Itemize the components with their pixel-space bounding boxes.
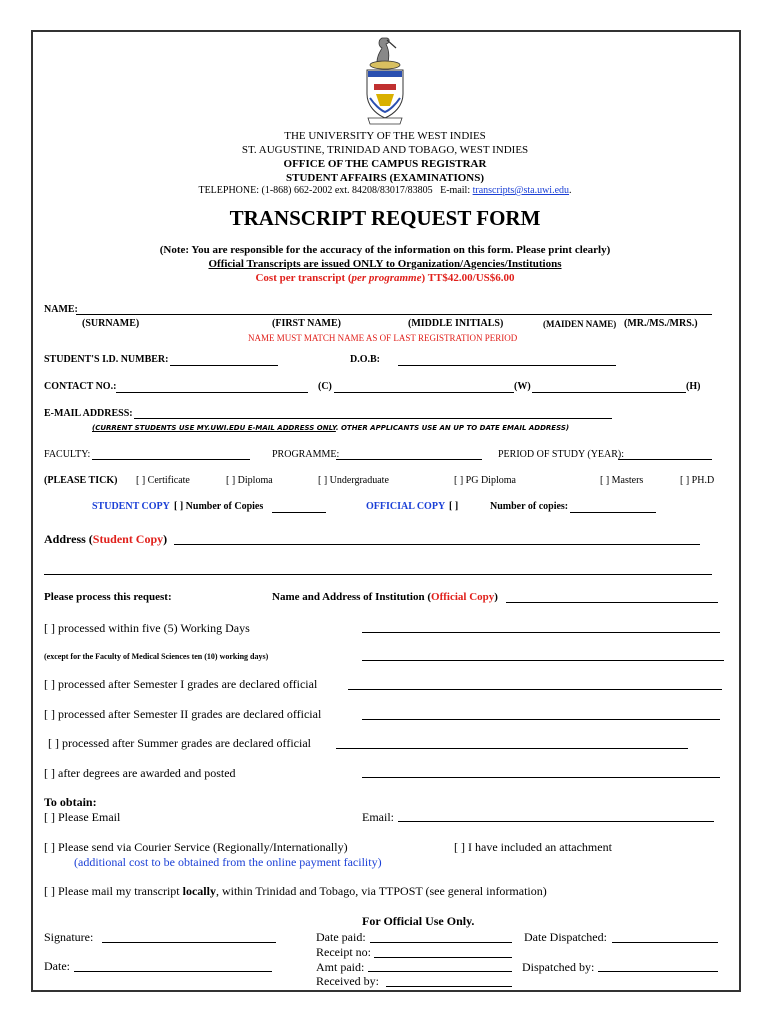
signature-input[interactable] [102,942,276,943]
campus-line: ST. AUGUSTINE, TRINIDAD AND TOBAGO, WEST INDIES [241,144,529,156]
student-id-label: STUDENT'S I.D. NUMBER: [44,354,169,365]
institution-official-copy: Official Copy [431,591,495,603]
form-title: TRANSCRIPT REQUEST FORM [229,206,541,230]
mail-text-c: , within Trinidad and Tobago, via TTPOST (see general information) [215,884,547,898]
email-tail: . [569,185,572,196]
option-summer[interactable]: [ ] processed after Summer grades are declared official [48,736,311,750]
programme-input[interactable] [336,459,482,460]
cost-per-programme: per programme [351,272,422,284]
address-label-a: Address ( [44,532,93,546]
tick-phd[interactable]: [ ] PH.D [680,475,715,486]
tick-undergraduate[interactable]: [ ] Undergraduate [318,475,389,486]
mail-locally: locally [182,884,216,898]
period-label: PERIOD OF STUDY (YEAR): [498,449,625,460]
cost-line [0,272,770,284]
please-tick-label: (PLEASE TICK) [44,475,118,486]
name-warning: NAME MUST MATCH NAME AS OF LAST REGISTRATION PERIOD [248,333,518,343]
university-crest-logo [360,34,410,126]
surname-caption: (SURNAME) [82,318,140,329]
student-id-input[interactable] [170,365,278,366]
institution-line-3[interactable] [362,660,724,661]
address-line-2[interactable] [44,574,712,575]
dispatched-by-input[interactable] [598,971,718,972]
option-attachment[interactable]: [ ] I have included an attachment [454,840,612,854]
tick-certificate[interactable]: [ ] Certificate [136,475,190,486]
receipt-input[interactable] [374,957,512,958]
dob-label: D.O.B: [350,354,380,365]
maiden-caption: (MAIDEN NAME) [543,319,617,329]
cell-label: (C) [318,381,332,392]
faculty-input[interactable] [92,459,250,460]
process-heading: Please process this request: [44,591,172,603]
address-label-c: ) [163,532,168,546]
note-official: Official Transcripts are issued ONLY to Organization/Agencies/Institutions [208,258,562,270]
contact-input[interactable] [116,392,308,393]
email-label: E-mail: [440,185,471,196]
cost-prefix: Cost per transcript ( [255,272,352,284]
work-label: (W) [514,381,531,392]
option-five-days[interactable]: [ ] processed within five (5) Working Days [44,621,250,635]
note-accuracy: (Note: You are responsible for the accuracy of the information on this form. Please print clearly) [159,244,611,256]
first-name-caption: (FIRST NAME) [272,318,341,329]
option-email[interactable]: [ ] Please Email [44,810,121,824]
date-label: Date: [44,959,70,973]
option-degrees[interactable]: [ ] after degrees are awarded and posted [44,766,236,780]
institution-line-4[interactable] [348,689,722,690]
email-link[interactable]: transcripts@sta.uwi.edu [472,185,570,196]
work-input[interactable] [532,392,686,393]
date-dispatched-label: Date Dispatched: [524,930,607,944]
institution-line-7[interactable] [362,777,720,778]
institution-label-c: ) [494,591,498,603]
date-paid-label: Date paid: [316,930,366,944]
name-label: NAME: [44,304,78,315]
amt-paid-input[interactable] [368,971,512,972]
email-address-label: E-MAIL ADDRESS: [44,408,133,419]
option-courier[interactable]: [ ] Please send via Courier Service (Regionally/Internationally) [44,840,348,854]
programme-label: PROGRAMME: [272,449,340,460]
university-name: THE UNIVERSITY OF THE WEST INDIES [284,130,486,142]
email-note [92,424,569,432]
official-copy-box[interactable]: [ ] [449,501,459,512]
address-label [44,532,167,547]
student-copy-label: STUDENT COPY [92,501,170,512]
institution-line-2[interactable] [362,632,720,633]
tick-diploma[interactable]: [ ] Diploma [226,475,273,486]
mail-text-a: [ ] Please mail my transcript [44,884,183,898]
cost-amount: ) TT$42.00/US$6.00 [421,272,515,284]
date-paid-input[interactable] [370,942,512,943]
title-caption: (MR./MS./MRS.) [624,318,698,329]
official-use-heading: For Official Use Only. [362,914,475,928]
contact-label: CONTACT NO.: [44,381,117,392]
dob-input[interactable] [398,365,616,366]
obtain-email-input[interactable] [398,821,714,822]
office-line: OFFICE OF THE CAMPUS REGISTRAR [283,158,487,170]
option-mail-local[interactable] [44,884,547,899]
institution-label-a: Name and Address of Institution ( [272,591,432,603]
official-copies-input[interactable] [570,512,656,513]
medical-sciences-note: (except for the Faculty of Medical Sciences ten (10) working days) [44,652,269,661]
dispatched-by-label: Dispatched by: [522,960,595,974]
contact-line [0,185,770,196]
courier-cost-note: (additional cost to be obtained from the online payment facility) [74,855,382,869]
signature-label: Signature: [44,930,94,944]
received-by-label: Received by: [316,974,379,988]
period-input[interactable] [618,459,712,460]
obtain-email-label: Email: [362,810,394,824]
faculty-label: FACULTY: [44,449,91,460]
date-dispatched-input[interactable] [612,942,718,943]
dept-line: STUDENT AFFAIRS (EXAMINATIONS) [285,172,485,184]
address-student-copy: Student Copy [92,532,164,546]
obtain-heading: To obtain: [44,795,97,809]
date-input[interactable] [74,971,272,972]
email-address-input[interactable] [134,418,612,419]
email-note-other: . OTHER APPLICANTS USE AN UP TO DATE EMAIL ADDRESS) [335,424,570,432]
home-label: (H) [686,381,701,392]
institution-label [272,591,498,603]
received-by-input[interactable] [386,986,512,987]
receipt-label: Receipt no: [316,945,371,959]
student-copy-box[interactable]: [ ] Number of Copies [174,501,264,512]
student-copies-input[interactable] [272,512,326,513]
num-copies-label: Number of copies: [490,501,569,512]
institution-line-1[interactable] [506,602,718,603]
tick-masters[interactable]: [ ] Masters [600,475,644,486]
institution-line-6[interactable] [336,748,688,749]
option-semester-2[interactable]: [ ] processed after Semester II grades are declared official [44,707,322,721]
amt-paid-label: Amt paid: [316,960,365,974]
tick-pg-diploma[interactable]: [ ] PG Diploma [454,475,516,486]
option-semester-1[interactable]: [ ] processed after Semester I grades are declared official [44,677,318,691]
address-line-1[interactable] [174,544,700,545]
institution-line-5[interactable] [362,719,720,720]
telephone-text: TELEPHONE: (1-868) 662-2002 ext. 84208/83017/83805 [198,185,433,196]
email-note-current: (CURRENT STUDENTS USE MY.UWI.EDU E-MAIL ADDRESS ONLY [92,424,336,432]
middle-initials-caption: (MIDDLE INITIALS) [408,318,504,329]
cell-input[interactable] [334,392,514,393]
official-copy-label: OFFICIAL COPY [366,501,446,512]
name-input[interactable] [76,314,712,315]
